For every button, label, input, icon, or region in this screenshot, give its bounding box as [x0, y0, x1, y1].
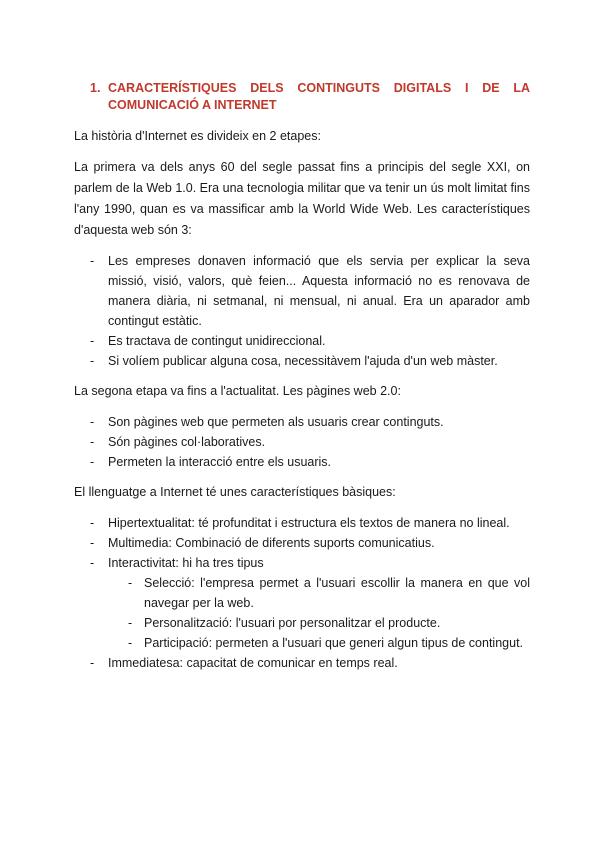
sub-list-item: - Selecció: l'empresa permet a l'usuari escollir la manera en que vol navegar per la web. — [128, 576, 530, 610]
heading-line-1: CARACTERÍSTIQUES DELS CONTINGUTS DIGITALS I DE LA — [108, 81, 530, 95]
list-item: - Multimedia: Combinació de diferents suports comunicatius. — [90, 536, 435, 550]
list-item: - Les empreses donaven informació que els servia per explicar la seva missió, visió, valors, què feien... Aquesta informació no es renovava de manera diària, ni setmanal, ni mensual, ni anual. Era un aparador amb contingut estàtic. — [90, 254, 530, 328]
intro-paragraph: La història d'Internet es divideix en 2 etapes: — [74, 129, 321, 143]
first-stage-paragraph: La primera va dels anys 60 del segle passat fins a principis del segle XXI, on parlem de la Web 1.0. Era una tecnologia militar que va tenir un ús molt limitat fins l'any 1990, quan es va massificar amb la World Wide Web. Les característiques d'aquesta web són 3: — [74, 160, 530, 237]
section-heading — [90, 80, 530, 114]
list-item: - Son pàgines web que permeten als usuaris crear continguts. — [90, 415, 444, 429]
list-item: - Permeten la interacció entre els usuaris. — [90, 455, 332, 469]
language-list — [74, 513, 530, 673]
list-item: - Es tractava de contingut unidireccional. — [90, 334, 326, 348]
second-stage-paragraph: La segona etapa va fins a l'actualitat. Les pàgines web 2.0: — [74, 384, 401, 398]
first-stage-list — [74, 251, 530, 371]
document-page — [74, 80, 530, 683]
heading-number: 1. — [90, 81, 101, 95]
second-stage-list — [74, 412, 530, 472]
list-item: - Hipertextualitat: té profunditat i estructura els textos de manera no lineal. — [90, 516, 510, 530]
sub-list-item: - Participació: permeten a l'usuari que generi algun tipus de contingut. — [128, 636, 524, 650]
list-item: - Interactivitat: hi ha tres tipus — [90, 556, 264, 570]
heading-line-2: COMUNICACIÓ A INTERNET — [108, 98, 277, 112]
list-item: - Immediatesa: capacitat de comunicar en temps real. — [90, 656, 398, 670]
language-intro-paragraph: El llenguatge a Internet té unes característiques bàsiques: — [74, 485, 396, 499]
list-item: - Són pàgines col·laboratives. — [90, 435, 266, 449]
sub-list-item: - Personalització: l'usuari por personalitzar el producte. — [128, 616, 441, 630]
list-item: - Si volíem publicar alguna cosa, necessitàvem l'ajuda d'un web màster. — [90, 354, 498, 368]
